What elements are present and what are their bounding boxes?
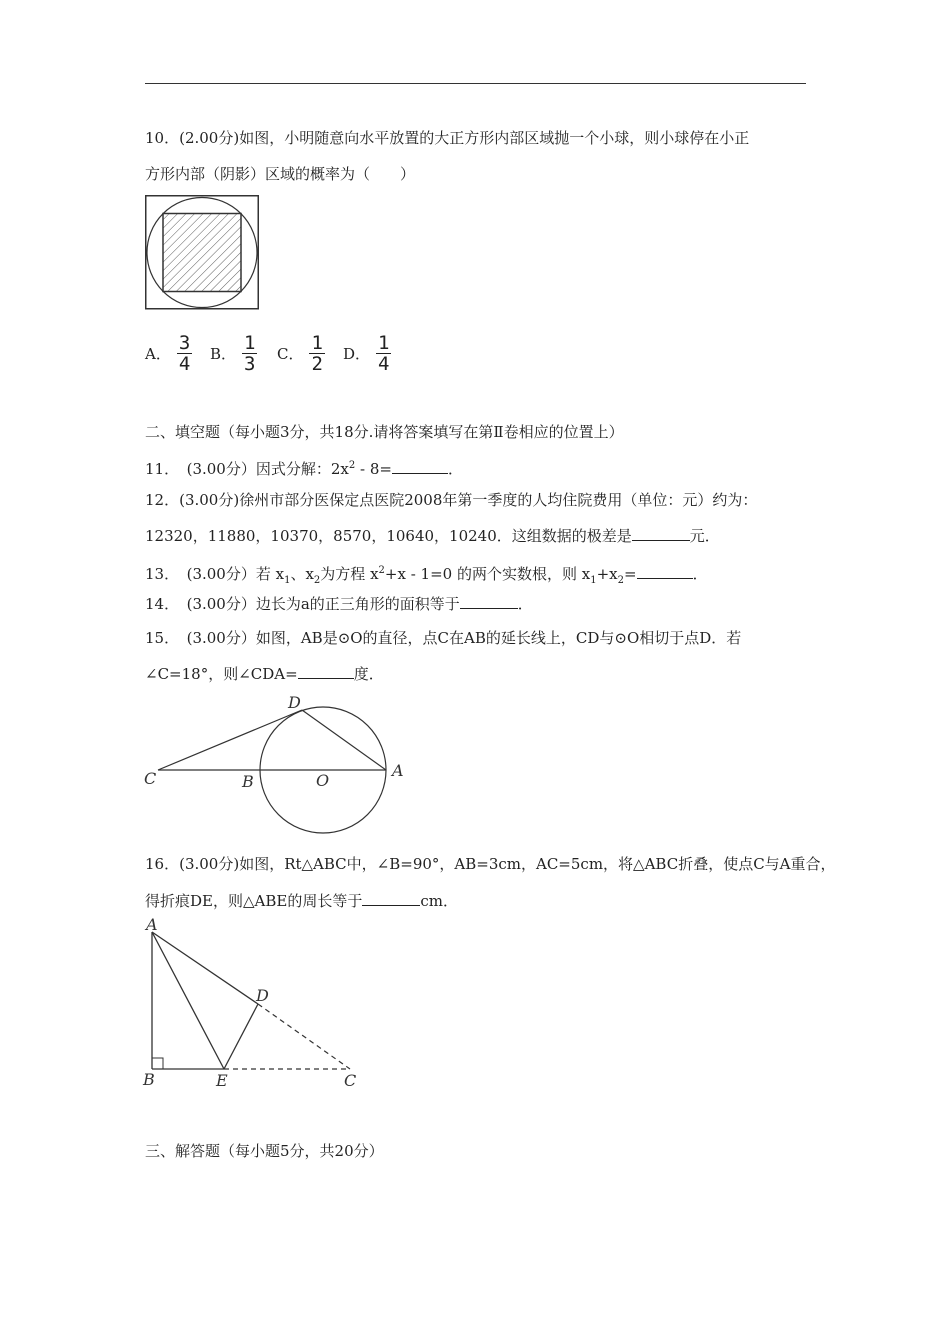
section2-heading: 二、填空题（每小题3分，共18分.请将答案填写在第Ⅱ卷相应的位置上） — [145, 423, 624, 441]
side-ad — [152, 932, 258, 1004]
label-a: A — [392, 761, 404, 780]
label-c: C — [144, 769, 157, 788]
q12-blank — [632, 526, 690, 541]
q15-line1: 15． (3.00分）如图，AB是⊙O的直径，点C在AB的延长线上，CD与⊙O相切于点D．若 — [145, 629, 742, 647]
label-d: D — [256, 986, 269, 1005]
q10-line2: 方形内部（阴影）区域的概率为（ ） — [145, 165, 416, 183]
dashed-dc — [258, 1004, 350, 1069]
q16-line2: 得折痕DE，则△ABE的周长等于 cm． — [145, 892, 458, 910]
q10-figure — [145, 195, 260, 311]
chord-da — [302, 710, 386, 770]
small-square-shaded — [163, 214, 241, 292]
q12-line2: 12320，11880，10370，8570，10640，10240．这组数据的极差是 元． — [145, 527, 720, 545]
option-c: C． $\frac{1}{2}$ — [277, 332, 323, 375]
option-b: B． $\frac{1}{3}$ — [210, 332, 256, 375]
section3-heading: 三、解答题（每小题5分，共20分） — [145, 1142, 384, 1160]
q13: 13． (3.00分）若 $x_1$、$x_2$为方程 $x^2+x - 1=0$ 的两个实数根，则 $x_1+x_2=$ ． — [145, 565, 708, 586]
label-d: D — [288, 693, 301, 712]
q15-figure — [140, 690, 410, 838]
q16-blank — [362, 891, 420, 906]
q13-blank — [637, 564, 693, 579]
tangent-cd — [158, 710, 302, 770]
q12-line1: 12．(3.00分)徐州市部分医保定点医院2008年第一季度的人均住院费用（单位：元）约为： — [145, 491, 758, 509]
fold-de — [224, 1004, 258, 1069]
label-b: B — [242, 772, 254, 791]
label-c: C — [344, 1071, 357, 1090]
q16-figure — [140, 915, 370, 1093]
q15-line2: ∠C=18°，则∠CDA= 度． — [145, 665, 384, 683]
q11-blank — [392, 459, 448, 474]
q16-line1: 16．(3.00分)如图，Rt△ABC中，∠B=90°，AB=3cm，AC=5cm，将△ABC折叠，使点C与A重合， — [145, 855, 836, 873]
label-e: E — [216, 1071, 228, 1090]
q14-blank — [460, 594, 518, 609]
side-ae — [152, 932, 224, 1069]
q15-blank — [298, 664, 354, 679]
label-o: O — [316, 771, 330, 790]
label-a: A — [146, 915, 158, 934]
header-rule — [145, 83, 806, 84]
q14: 14． (3.00分）边长为a的正三角形的面积等于 ． — [145, 595, 533, 613]
right-angle-mark — [152, 1058, 163, 1069]
q10-line1: 10．(2.00分)如图，小明随意向水平放置的大正方形内部区域抛一个小球，则小球停在小正 — [145, 129, 750, 147]
q11: 11． (3.00分）因式分解：$2x^2 - 8=$ ． — [145, 460, 463, 478]
option-d: D． $\frac{1}{4}$ — [343, 332, 390, 375]
option-a: A． $\frac{3}{4}$ — [145, 332, 191, 375]
label-b: B — [143, 1070, 155, 1089]
